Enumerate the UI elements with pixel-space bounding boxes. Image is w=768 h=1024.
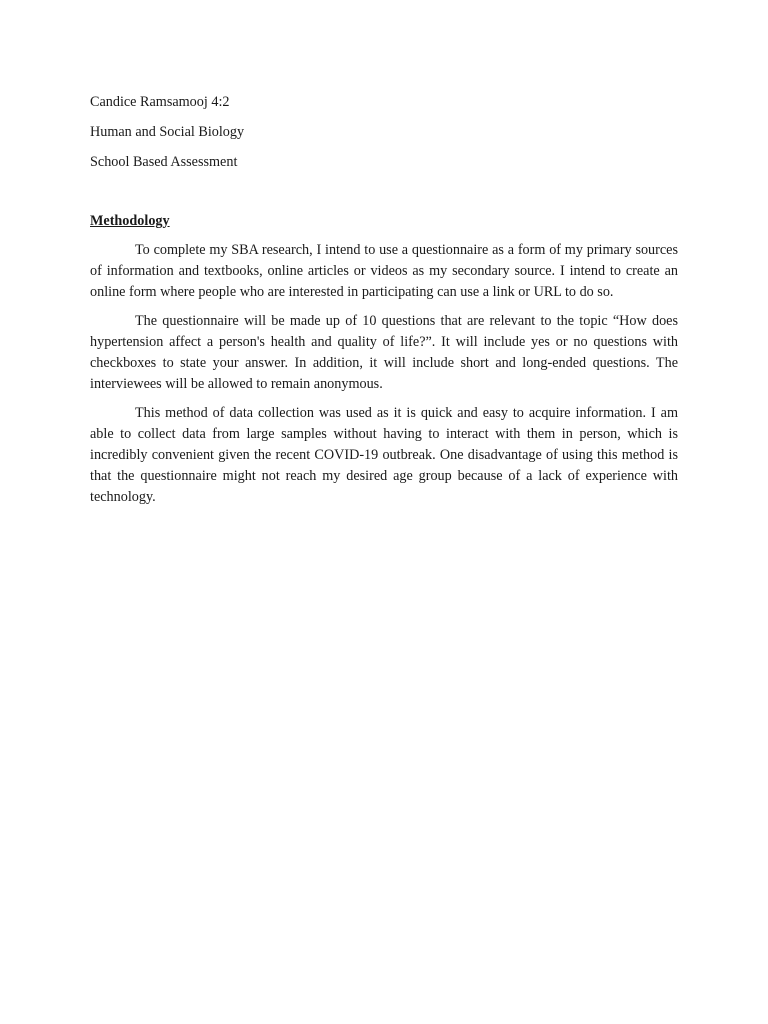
paragraph-questionnaire-design: The questionnaire will be made up of 10 questions that are relevant to the topic “How does hypertension affect a person's health and quality of life?”. It will include yes or no questions with checkboxes to state your answer. In addition, it will include short and long-ended questions. The interviewees will be allowed to remain anonymous.: [90, 313, 678, 392]
assessment-line: School Based Assessment: [90, 154, 238, 170]
paragraph-research-sources: To complete my SBA research, I intend to use a questionnaire as a form of my primary sources of information and textbooks, online articles or videos as my secondary source. I intend to create an online form where people who are interested in participating can use a link or URL to do so.: [90, 242, 678, 300]
author-line: Candice Ramsamooj 4:2: [90, 94, 230, 110]
methodology-body: [90, 240, 678, 516]
paragraph-method-evaluation: This method of data collection was used as it is quick and easy to acquire information. I am able to collect data from large samples without having to interact with them in person, which is incredibly convenient given the recent COVID-19 outbreak. One disadvantage of using this method is that the questionnaire might not reach my desired age group because of a lack of experience with technology.: [90, 405, 678, 505]
subject-line: Human and Social Biology: [90, 124, 245, 140]
methodology-heading: Methodology: [90, 213, 170, 229]
